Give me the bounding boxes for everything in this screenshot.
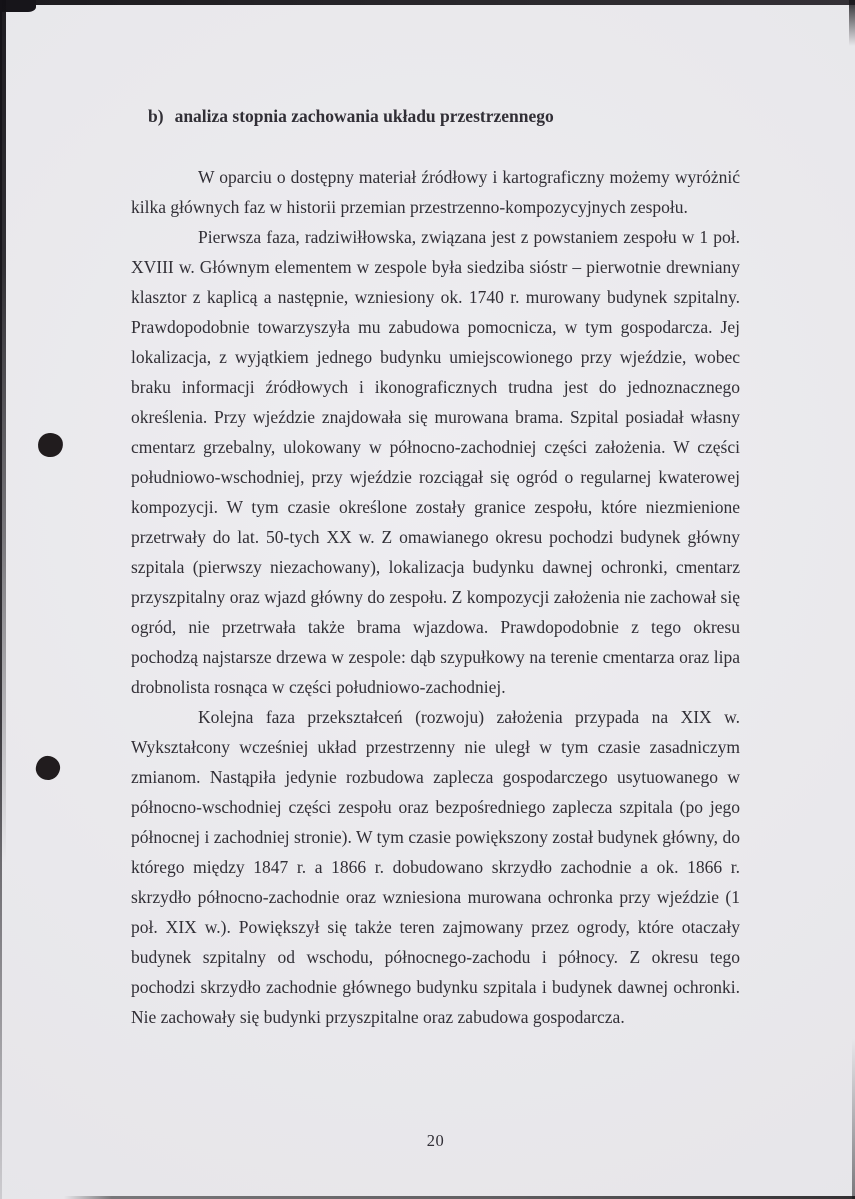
section-heading-text: analiza stopnia zachowania układu przestrzennego — [174, 106, 554, 126]
hole-punch-bottom — [34, 754, 62, 782]
section-heading-marker: b) — [148, 106, 164, 126]
section-heading — [148, 101, 740, 131]
scan-edge-top — [0, 0, 855, 5]
scan-edge-left — [0, 0, 6, 1199]
scan-edge-left-line — [0, 0, 2, 1199]
hole-punch-top — [36, 431, 64, 458]
scan-edge-right-top — [849, 0, 855, 46]
scan-edge-top-left-corner — [0, 0, 36, 12]
paragraph-next-phase: Kolejna faza przekształceń (rozwoju) założenia przypada na XIX w. Wykształcony wcześniej układ przestrzenny nie uległ w tym czasie zasadniczym zmianom. Nastąpiła jedynie rozbudowa zaplecza gospodarczego usytuowanego w północno-wschodniej części zespołu oraz bezpośredniego zaplecza szpitala (po jego północnej i zachodniej stronie). W tym czasie powiększony został budynek główny, do którego między 1847 r. a 1866 r. dobudowano skrzydło zachodnie a ok. 1866 r. skrzydło północno-zachodnie oraz wzniesiona murowana ochronka przy wjeździe (1 poł. XIX w.). Powiększył się także teren zajmowany przez ogrody, które otaczały budynek szpitalny od wschodu, północnego-zachodu i północy. Z okresu tego pochodzi skrzydło zachodnie głównego budynku szpitala i budynek dawnej ochronki. Nie zachowały się budynki przyszpitalne oraz zabudowa gospodarcza. — [131, 707, 740, 1027]
paragraph-intro: W oparciu o dostępny materiał źródłowy i kartograficzny możemy wyróżnić kilka głównych faz w historii przemian przestrzenno-kompozycyjnych zespołu. — [131, 167, 740, 217]
page-number: 20 — [426, 1131, 445, 1150]
document-content — [131, 101, 740, 1032]
paragraph-first-phase: Pierwsza faza, radziwiłłowska, związana jest z powstaniem zespołu w 1 poł. XVIII w. Głównym elementem w zespole była siedziba sióstr – pierwotnie drewniany klasztor z kaplicą a następnie, wzniesiony ok. 1740 r. murowany budynek szpitalny. Prawdopodobnie towarzyszyła mu zabudowa pomocnicza, w tym gospodarcza. Jej lokalizacja, z wyjątkiem jednego budynku umiejscowionego przy wjeździe, wobec braku informacji źródłowych i ikonograficznych trudna jest do jednoznacznego określenia. Przy wjeździe znajdowała się murowana brama. Szpital posiadał własny cmentarz grzebalny, ulokowany w północno-zachodniej części założenia. W części południowo-wschodniej, przy wjeździe rozciągał się ogród o regularnej kwaterowej kompozycji. W tym czasie określone zostały granice zespołu, które niezmienione przetrwały do lat. 50-tych XX w. Z omawianego okresu pochodzi budynek główny szpitala (pierwszy niezachowany), lokalizacja budynku dawnej ochronki, cmentarz przyszpitalny oraz wjazd główny do zespołu. Z kompozycji założenia nie zachował się ogród, nie przetrwała także brama wjazdowa. Prawdopodobnie z tego okresu pochodzą najstarsze drzewa w zespole: dąb szypułkowy na terenie cmentarza oraz lipa drobnolista rosnąca w części południowo-zachodniej. — [131, 227, 740, 697]
